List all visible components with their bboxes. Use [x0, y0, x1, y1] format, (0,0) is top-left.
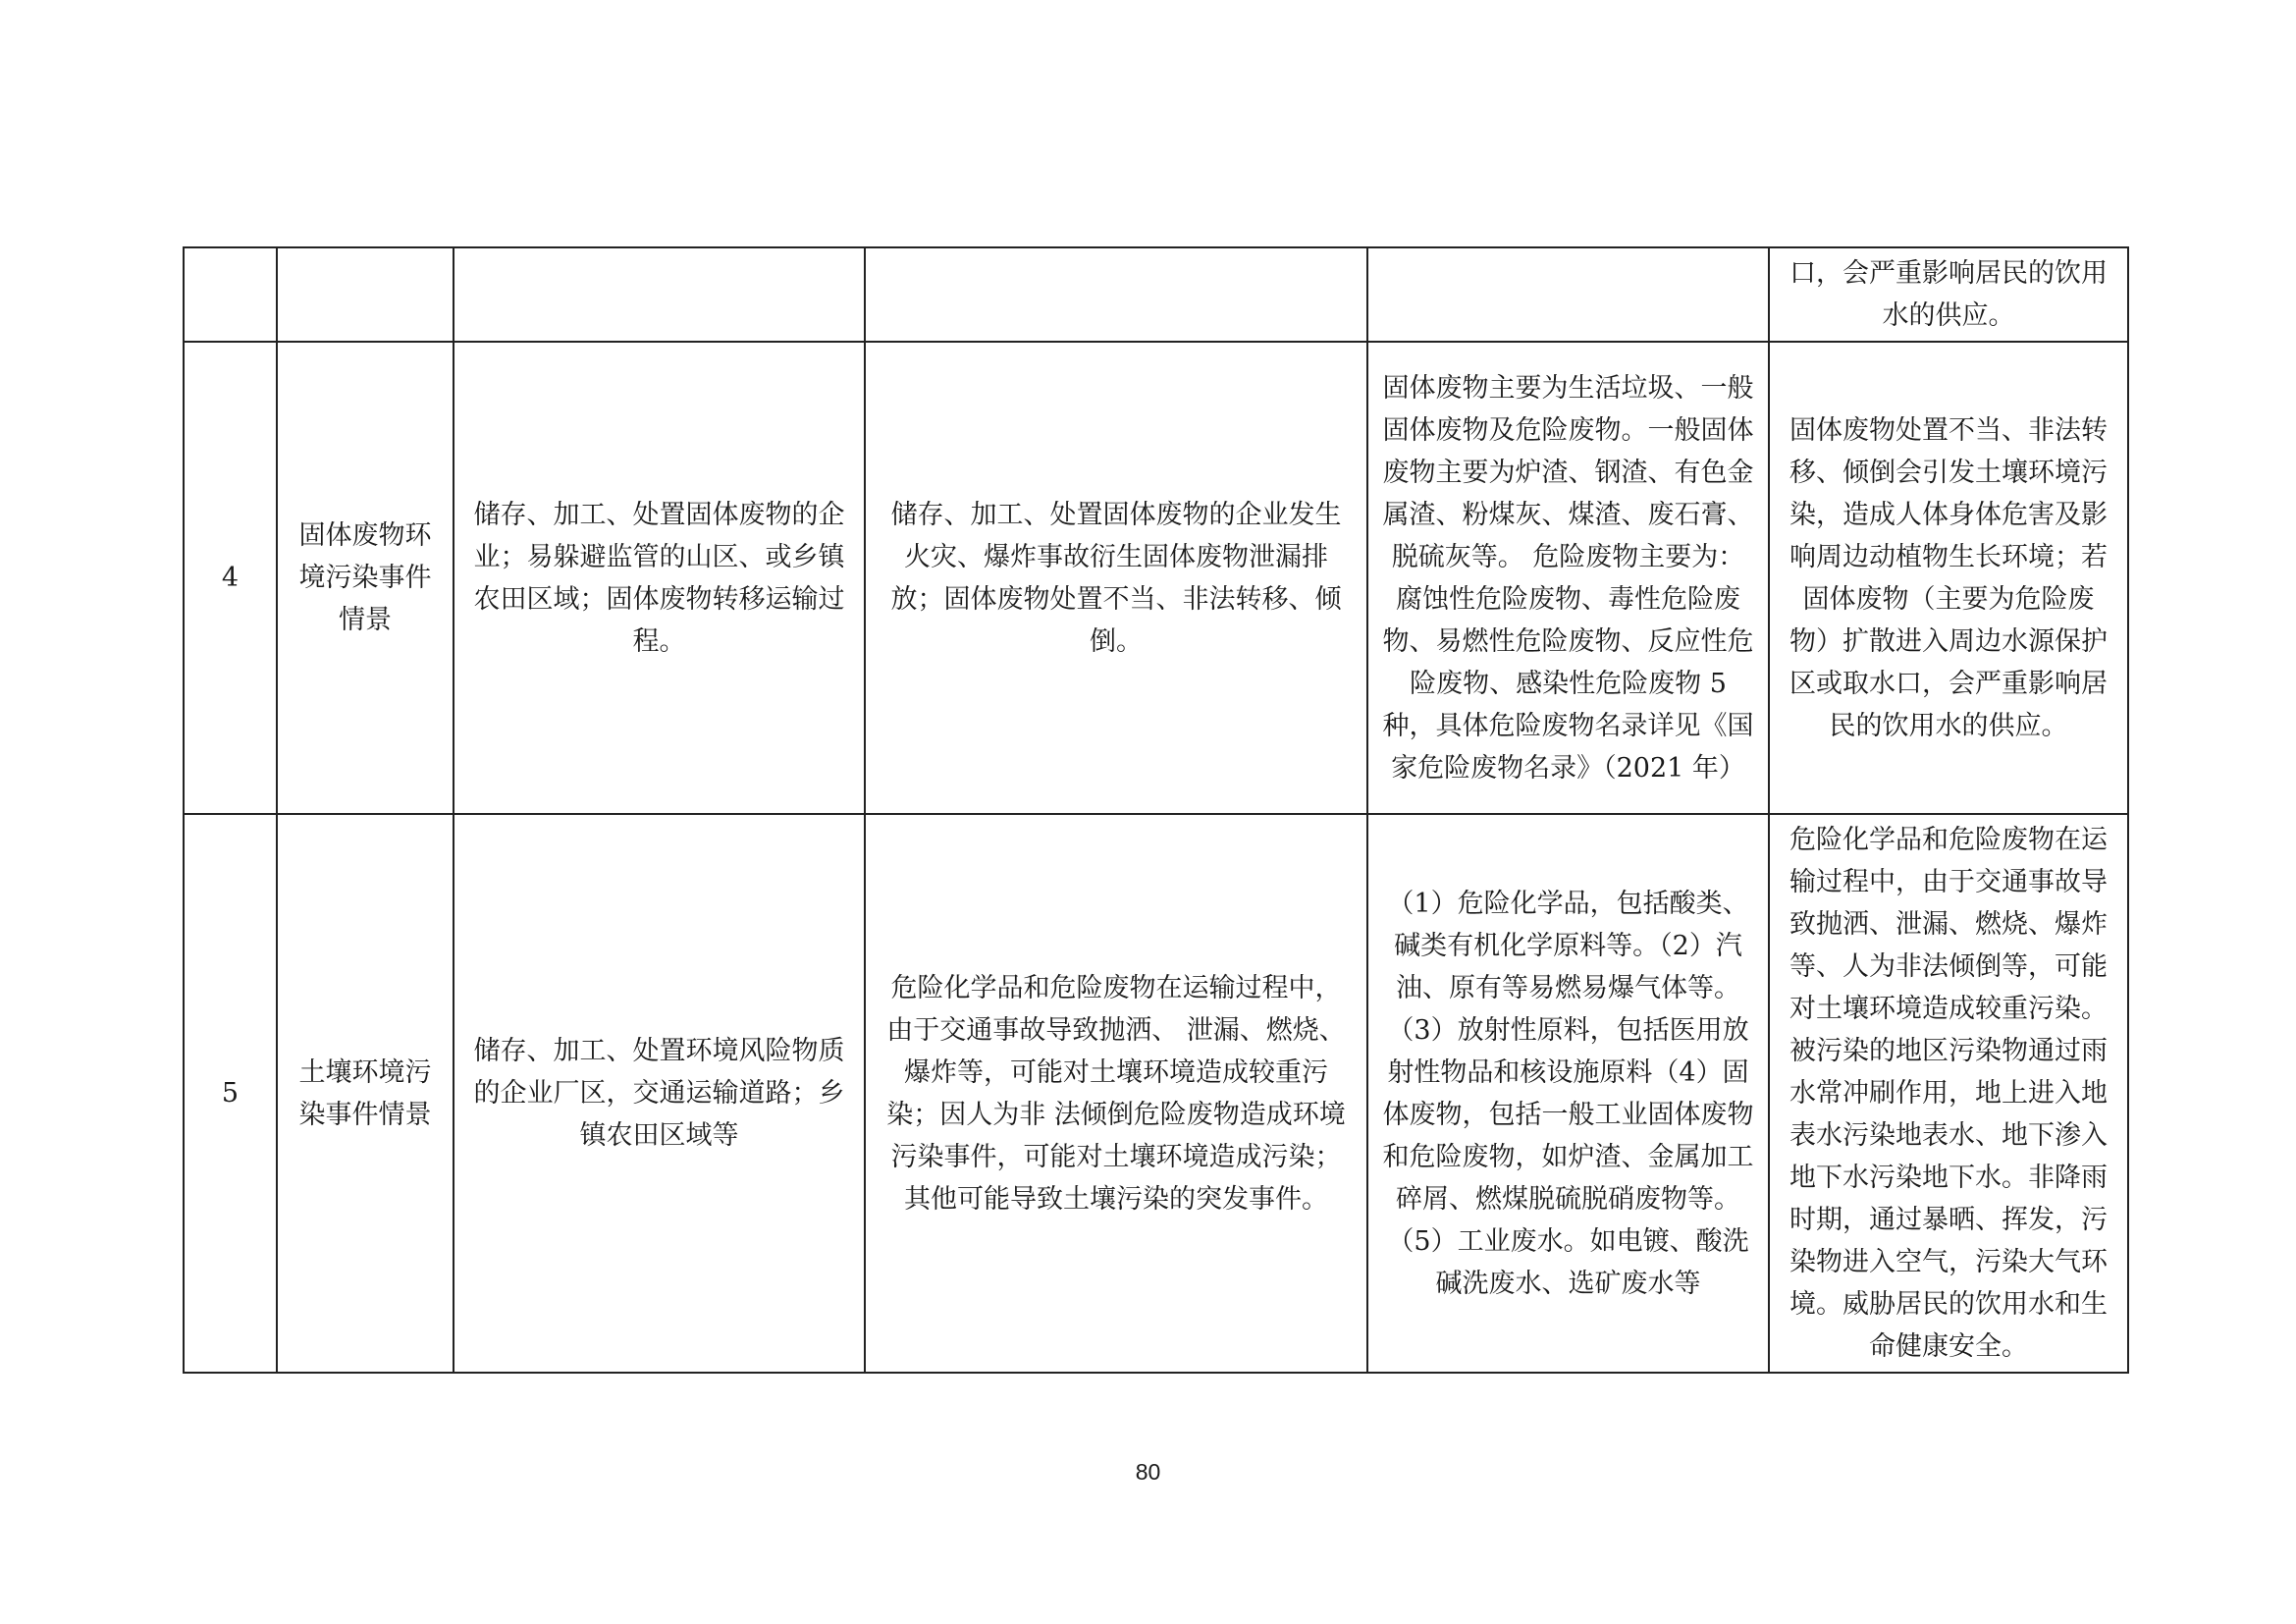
page-number: 80 — [1135, 1459, 1161, 1485]
cell-substances: 固体废物主要为生活垃圾、一般固体废物及危险废物。一般固体废物主要为炉渣、钢渣、有色金属渣、粉煤灰、煤渣、废石膏、脱硫灰等。 危险废物主要为：腐蚀性危险废物、毒性危险废物、易燃性危险废物、反应性危险废物、感染性危险废物 5 种，具体危险废物名录详见《国家危险废物名录》（2021 年） — [1367, 342, 1769, 814]
cell-number: 4 — [184, 342, 277, 814]
cell-impact: 口，会严重影响居民的饮用水的供应。 — [1769, 247, 2128, 342]
cell-location — [454, 247, 865, 342]
cell-cause: 危险化学品和危险废物在运输过程中，由于交通事故导致抛洒、 泄漏、燃烧、爆炸等，可能对土壤环境造成较重污染；因人为非 法倾倒危险废物造成环境污染事件，可能对土壤环境造成污染；其他可能导致土壤污染的突发事件。 — [865, 814, 1367, 1373]
cell-location: 储存、加工、处置环境风险物质的企业厂区，交通运输道路；乡镇农田区域等 — [454, 814, 865, 1373]
cell-substances: （1）危险化学品，包括酸类、碱类有机化学原料等。（2）汽油、原有等易燃易爆气体等。（3）放射性原料，包括医用放射性物品和核设施原料（4）固体废物，包括一般工业固体废物和危险废物，如炉渣、金属加工碎屑、燃煤脱硫脱硝废物等。（5）工业废水。如电镀、酸洗碱洗废水、选矿废水等 — [1367, 814, 1769, 1373]
cell-scenario: 固体废物环境污染事件情景 — [277, 342, 454, 814]
cell-scenario: 土壤环境污染事件情景 — [277, 814, 454, 1373]
cell-impact: 危险化学品和危险废物在运输过程中，由于交通事故导致抛洒、泄漏、燃烧、爆炸等、人为非法倾倒等，可能对土壤环境造成较重污染。被污染的地区污染物通过雨水常冲刷作用，地上进入地表水污染地表水、地下渗入地下水污染地下水。非降雨时期，通过暴晒、挥发，污染物进入空气，污染大气环境。威胁居民的饮用水和生命健康安全。 — [1769, 814, 2128, 1373]
cell-scenario — [277, 247, 454, 342]
cell-cause — [865, 247, 1367, 342]
risk-scenario-table — [183, 246, 2129, 1374]
cell-substances — [1367, 247, 1769, 342]
cell-cause: 储存、加工、处置固体废物的企业发生火灾、爆炸事故衍生固体废物泄漏排放；固体废物处置不当、非法转移、倾倒。 — [865, 342, 1367, 814]
cell-number — [184, 247, 277, 342]
cell-location: 储存、加工、处置固体废物的企业；易躲避监管的山区、或乡镇农田区域；固体废物转移运输过程。 — [454, 342, 865, 814]
table-row — [184, 814, 2128, 1373]
cell-impact: 固体废物处置不当、非法转移、倾倒会引发土壤环境污染，造成人体身体危害及影响周边动植物生长环境；若固体废物（主要为危险废物）扩散进入周边水源保护区或取水口，会严重影响居民的饮用水的供应。 — [1769, 342, 2128, 814]
table-row — [184, 247, 2128, 342]
cell-number: 5 — [184, 814, 277, 1373]
table-row — [184, 342, 2128, 814]
